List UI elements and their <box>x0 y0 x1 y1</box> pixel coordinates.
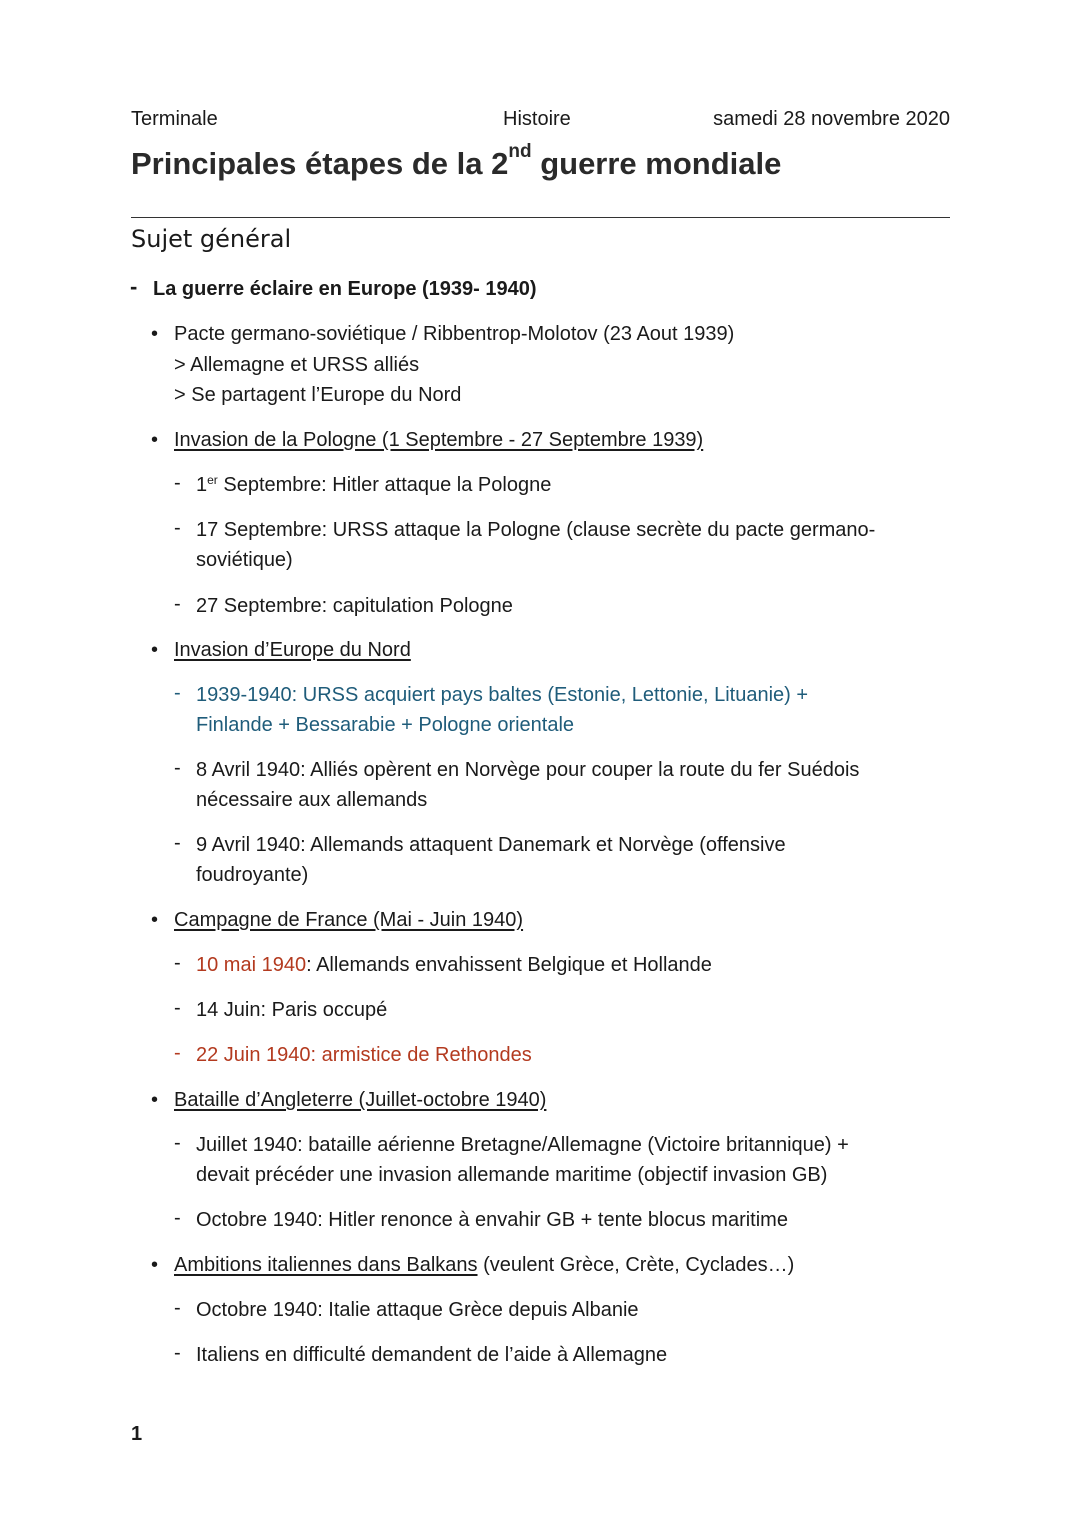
dash-marker: - <box>174 1207 181 1229</box>
title-text-before: Principales étapes de la 2 <box>131 146 509 181</box>
pacte-line-2: > Se partagent l’Europe du Nord <box>174 384 462 406</box>
angleterre-step-2: Octobre 1940: Hitler renonce à envahir GB + tente blocus maritime <box>196 1209 788 1231</box>
bullet-marker: • <box>151 429 159 451</box>
title-divider <box>131 217 950 218</box>
nord-step-1-line-2: Finlande + Bessarabie + Pologne orientale <box>196 714 575 736</box>
balkans-step-2: Italiens en difficulté demandent de l’aide à Allemagne <box>196 1344 668 1366</box>
france-step-1-text: : Allemands envahissent Belgique et Hollande <box>306 954 712 976</box>
bullet-marker: • <box>151 1254 159 1276</box>
angleterre-step-1-line-2: devait précéder une invasion allemande maritime (objectif invasion GB) <box>196 1164 828 1186</box>
dash-marker: - <box>174 1132 181 1154</box>
pologne-step-1-num: 1 <box>196 474 208 496</box>
france-title: Campagne de France (Mai - Juin 1940) <box>174 909 524 931</box>
pacte-line-1: > Allemagne et URSS alliés <box>174 354 420 376</box>
header-level: Terminale <box>131 108 218 130</box>
france-step-1 <box>196 950 712 980</box>
page-number: 1 <box>131 1423 143 1445</box>
balkans-title-line <box>174 1250 794 1280</box>
france-step-3: 22 Juin 1940: armistice de Rethondes <box>196 1044 532 1066</box>
dash-marker: - <box>174 472 181 494</box>
dash-marker: - <box>174 1297 181 1319</box>
bullet-marker: • <box>151 1089 159 1111</box>
dash-marker: - <box>174 593 181 615</box>
angleterre-title: Bataille d’Angleterre (Juillet-octobre 1940) <box>174 1089 547 1111</box>
dash-marker: - <box>174 682 181 704</box>
header-subject: Histoire <box>503 108 571 130</box>
header-date: samedi 28 novembre 2020 <box>713 108 950 130</box>
pacte-title: Pacte germano-soviétique / Ribbentrop-Molotov (23 Aout 1939) <box>174 323 735 345</box>
pologne-step-1-sup: er <box>207 473 218 487</box>
nord-step-3-line-2: foudroyante) <box>196 864 309 886</box>
france-step-1-date: 10 mai 1940 <box>196 954 307 976</box>
angleterre-step-1-line-1: Juillet 1940: bataille aérienne Bretagne/Allemagne (Victoire britannique) + <box>196 1134 849 1156</box>
pologne-step-2-line-2: soviétique) <box>196 549 293 571</box>
pologne-step-1-text: Septembre: Hitler attaque la Pologne <box>217 474 552 496</box>
dash-marker: - <box>174 952 181 974</box>
dash-marker: - <box>174 1342 181 1364</box>
dash-marker: - <box>174 517 181 539</box>
bullet-marker: • <box>151 639 159 661</box>
dash-marker: - <box>174 757 181 779</box>
dash-marker: - <box>174 1042 181 1064</box>
nord-step-3-line-1: 9 Avril 1940: Allemands attaquent Danemark et Norvège (offensive <box>196 834 786 856</box>
main-item-marker: - <box>130 274 138 299</box>
balkans-title: Ambitions italiennes dans Balkans <box>174 1254 478 1276</box>
nord-title: Invasion d’Europe du Nord <box>174 639 411 661</box>
page-title <box>131 141 782 182</box>
balkans-title-note: (veulent Grèce, Crète, Cyclades…) <box>477 1254 795 1276</box>
section-heading: Sujet général <box>131 225 292 253</box>
bullet-marker: • <box>151 323 159 345</box>
page-header <box>131 108 950 136</box>
title-superscript: nd <box>508 141 532 162</box>
nord-step-1-line-1: 1939-1940: URSS acquiert pays baltes (Estonie, Lettonie, Lituanie) + <box>196 684 809 706</box>
nord-step-2-line-2: nécessaire aux allemands <box>196 789 428 811</box>
bullet-marker: • <box>151 909 159 931</box>
dash-marker: - <box>174 997 181 1019</box>
pologne-step-2-line-1: 17 Septembre: URSS attaque la Pologne (clause secrète du pacte germano- <box>196 519 876 541</box>
dash-marker: - <box>174 832 181 854</box>
pologne-step-1 <box>196 470 551 500</box>
balkans-step-1: Octobre 1940: Italie attaque Grèce depuis Albanie <box>196 1299 639 1321</box>
nord-step-2-line-1: 8 Avril 1940: Alliés opèrent en Norvège pour couper la route du fer Suédois <box>196 759 860 781</box>
title-text-after: guerre mondiale <box>531 146 782 181</box>
france-step-2: 14 Juin: Paris occupé <box>196 999 388 1021</box>
pologne-title: Invasion de la Pologne (1 Septembre - 27 Septembre 1939) <box>174 429 704 451</box>
main-item-text: La guerre éclaire en Europe (1939- 1940) <box>153 278 537 300</box>
pologne-step-3: 27 Septembre: capitulation Pologne <box>196 595 513 617</box>
